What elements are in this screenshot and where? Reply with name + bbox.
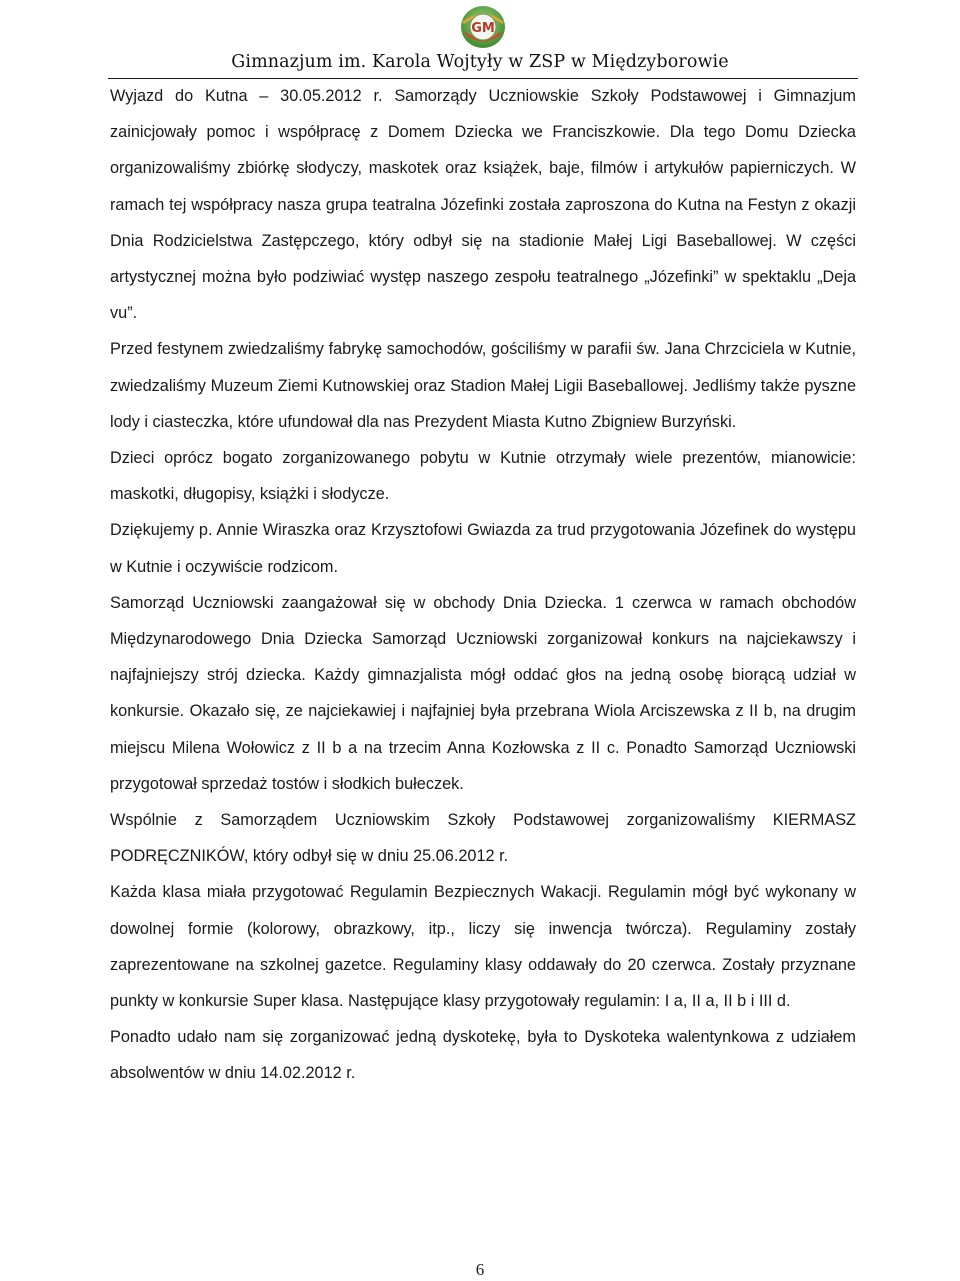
paragraph-safety-rules: Każda klasa miała przygotować Regulamin Bezpiecznych Wakacji. Regulamin mógł być wykonany w dowolnej formie (kolorowy, obrazkowy, itp., liczy się inwencja twórcza). Regulaminy zostały zaprezentowane na szkolnej gazetce. Regulaminy klasy oddawały do 20 czerwca. Zostały przyznane punkty w konkursie Super klasa. Następujące klasy przygotowały regulamin: I a, II a, II b i III d. <box>110 883 856 1011</box>
paragraph-disco: Ponadto udało nam się zorganizować jedną dyskotekę, była to Dyskoteka walentynkowa z udziałem absolwentów w dniu 14.02.2012 r. <box>110 1028 856 1083</box>
page-number: 6 <box>475 1260 485 1279</box>
school-name: Gimnazjum im. Karola Wojtyły w ZSP w Międzyborowie <box>231 52 729 72</box>
paragraph-festyn-visits: Przed festynem zwiedzaliśmy fabrykę samochodów, gościliśmy w parafii św. Jana Chrzciciela w Kutnie, zwiedzaliśmy Muzeum Ziemi Kutnowskiej oraz Stadion Małej Ligii Baseballowej. Jedliśmy także pyszne lody i ciasteczka, które ufundował dla nas Prezydent Miasta Kutno Zbigniew Burzyński. <box>110 340 856 431</box>
page-header <box>0 0 960 80</box>
paragraph-kutno-trip: Wyjazd do Kutna – 30.05.2012 r. Samorządy Uczniowskie Szkoły Podstawowej i Gimnazjum zainicjowały pomoc i współpracę z Domem Dziecka we Franciszkowie. Dla tego Domu Dziecka organizowaliśmy zbiórkę słodyczy, maskotek oraz książek, baje, filmów i artykułów papierniczych. W ramach tej współpracy nasza grupa teatralna Józefinki została zaproszona do Kutna na Festyn z okazji Dnia Rodzicielstwa Zastępczego, który odbył się na stadionie Małej Ligi Baseballowej. W części artystycznej można było podziwiać występ naszego zespołu teatralnego „Józefinki” w spektaklu „Deja vu”. <box>110 87 856 323</box>
svg-text:GM: GM <box>471 21 495 36</box>
paragraph-book-fair: Wspólnie z Samorządem Uczniowskim Szkoły Podstawowej zorganizowaliśmy KIERMASZ PODRĘCZNIKÓW, który odbył się w dniu 25.06.2012 r. <box>110 811 856 866</box>
document-body <box>110 78 856 1092</box>
paragraph-thanks: Dziękujemy p. Annie Wiraszka oraz Krzysztofowi Gwiazda za trud przygotowania Józefinek do występu w Kutnie i oczywiście rodzicom. <box>110 521 856 576</box>
paragraph-childrens-day: Samorząd Uczniowski zaangażował się w obchody Dnia Dziecka. 1 czerwca w ramach obchodów Międzynarodowego Dnia Dziecka Samorząd Uczniowski zorganizował konkurs na najciekawszy i najfajniejszy strój dziecka. Każdy gimnazjalista mógł oddać głos na jedną osobę biorącą udział w konkursie. Okazało się, ze najciekawiej i najfajniej była przebrana Wiola Arciszewska z II b, na drugim miejscu Milena Wołowicz z II b a na trzecim Anna Kozłowska z II c. Ponadto Samorząd Uczniowski przygotował sprzedaż tostów i słodkich bułeczek. <box>110 593 856 793</box>
school-logo-icon <box>453 3 513 51</box>
paragraph-gifts: Dzieci oprócz bogato zorganizowanego pobytu w Kutnie otrzymały wiele prezentów, mianowicie: maskotki, długopisy, książki i słodycze. <box>110 449 856 504</box>
